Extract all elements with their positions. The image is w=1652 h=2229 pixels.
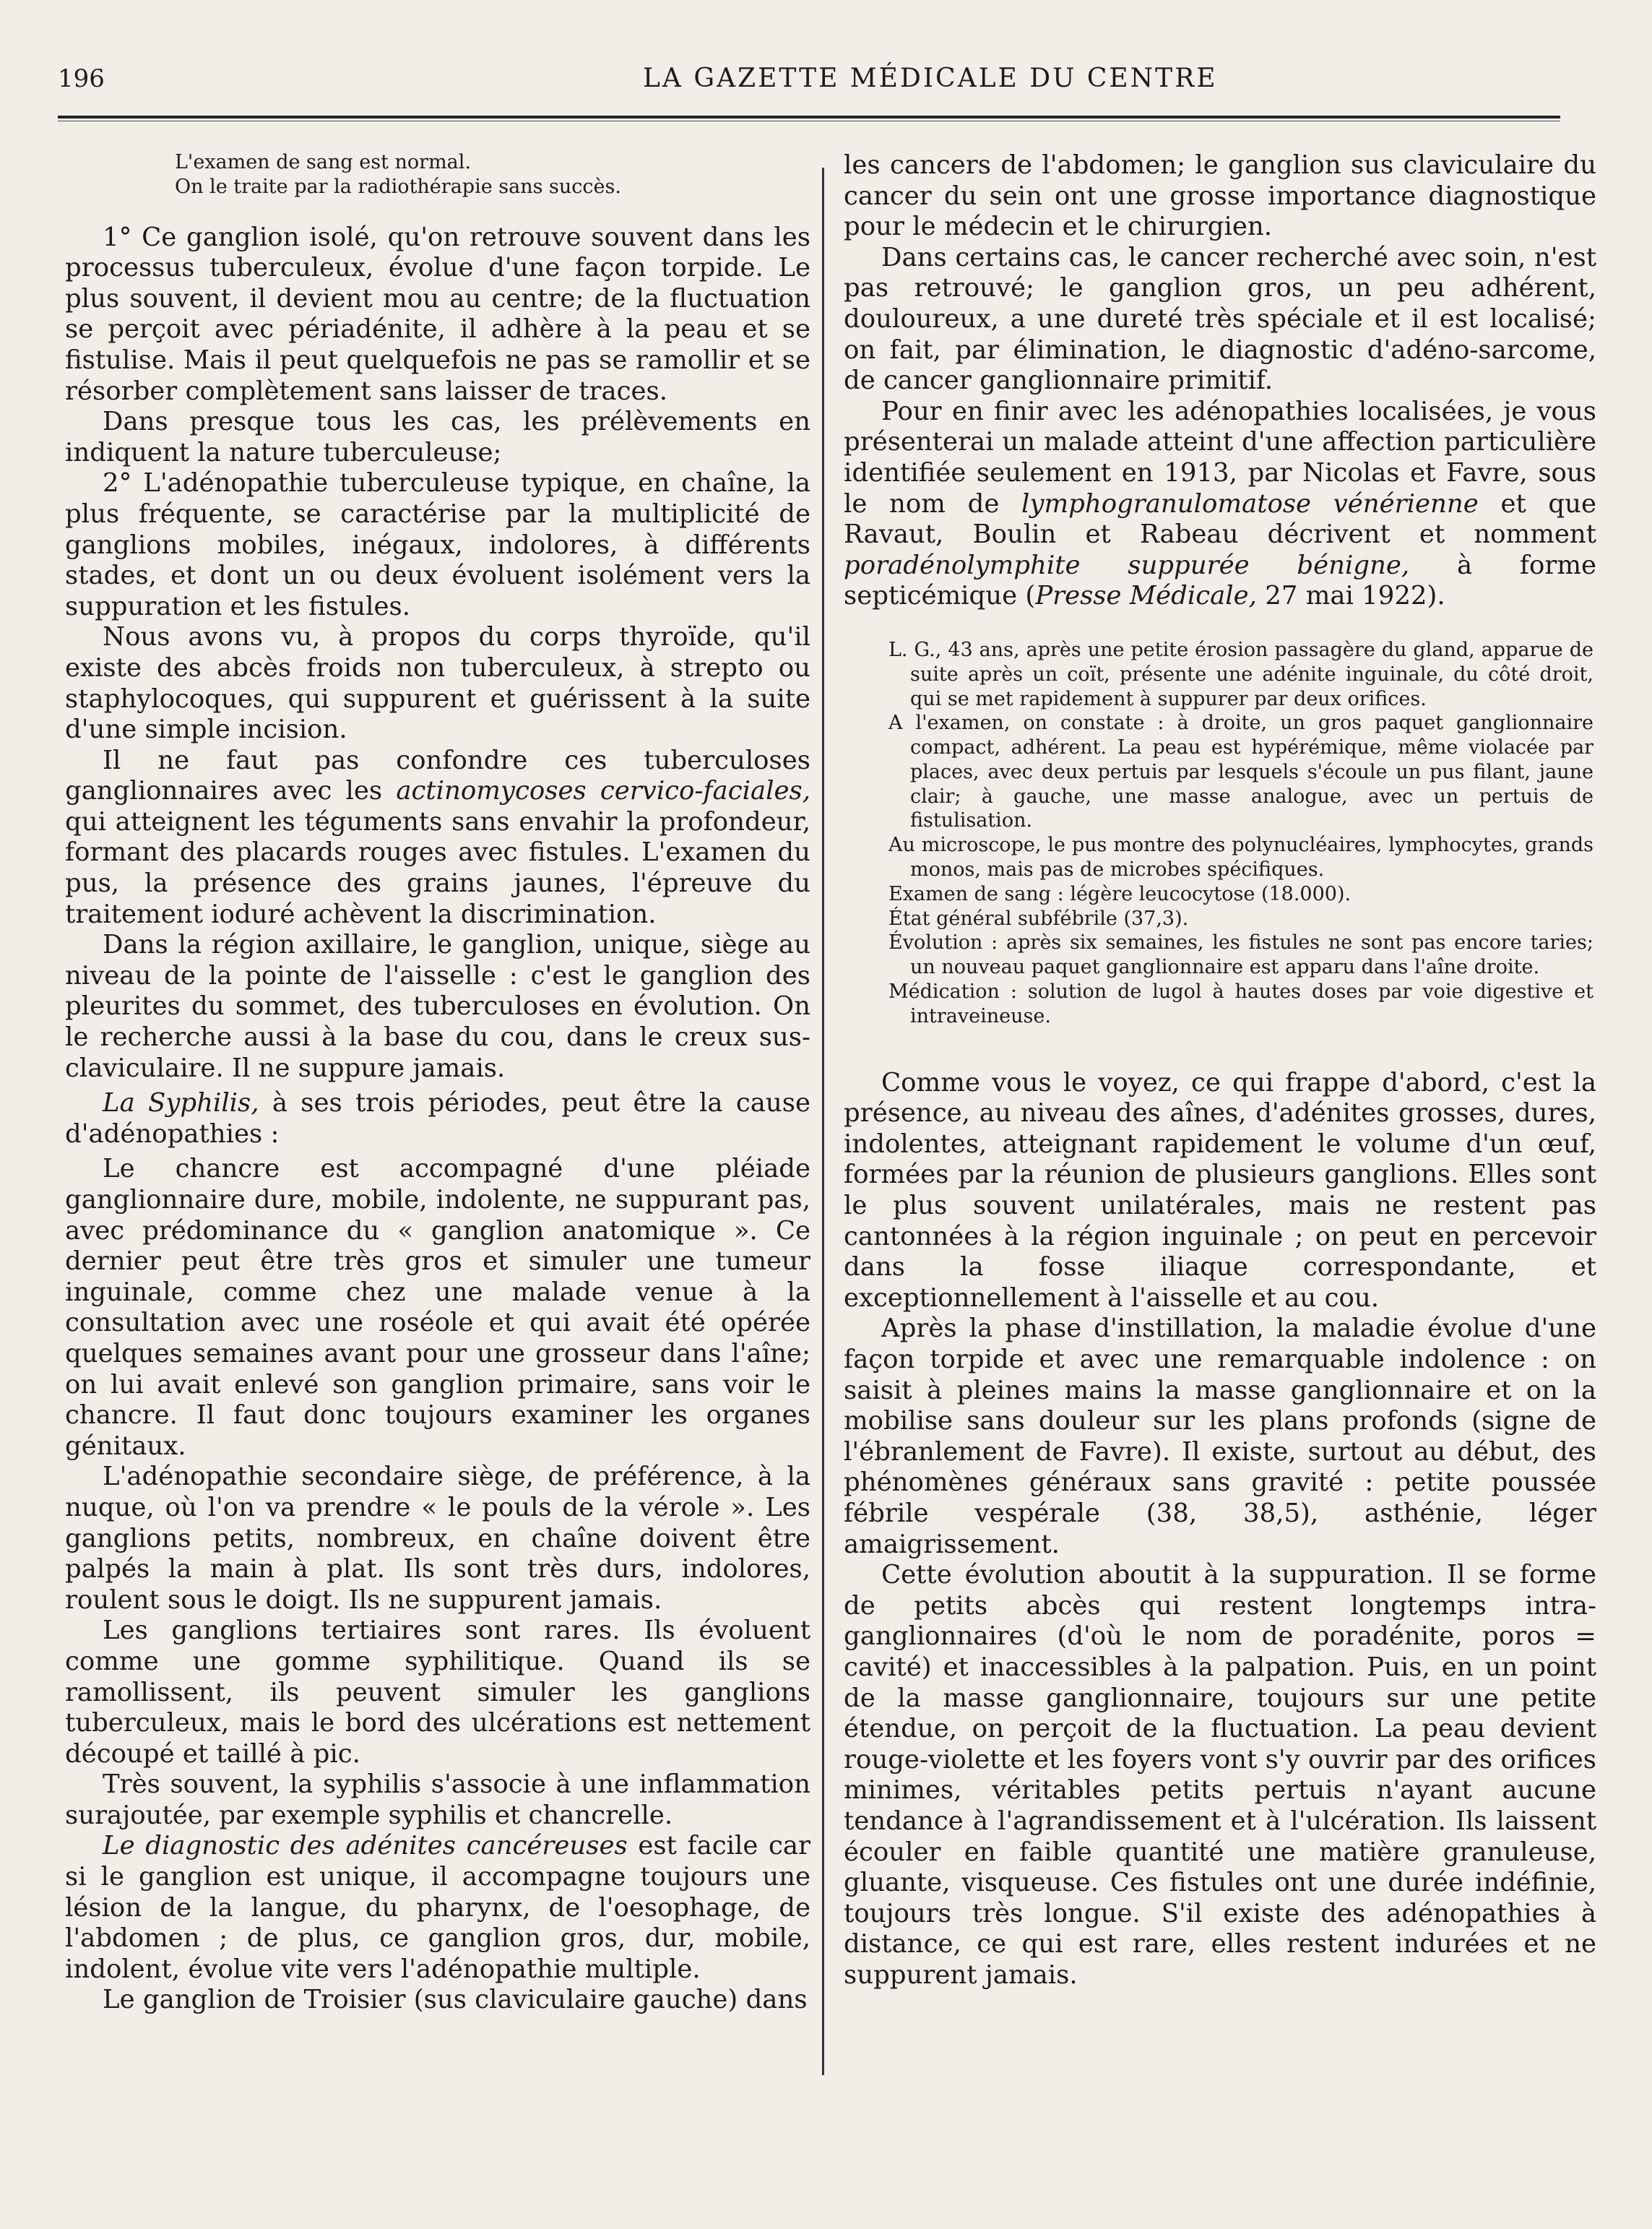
italic-term: lymphogranulomatose vénérienne <box>1021 488 1479 519</box>
paragraph: Après la phase d'instillation, la maladie évolue d'une façon torpide et avec une remarquable indolence : on saisit à pleines mains la masse ganglionnaire et on la mobilise sans douleur sur les plans profonds (signe de l'ébranlement de Favre). Il existe, surtout au début, des phénomènes généraux sans gravité : petite poussée fébrile vespérale (38, 38,5), asthénie, léger amaigrissement. <box>844 1314 1596 1559</box>
paragraph: Dans la région axillaire, le ganglion, unique, siège au niveau de la pointe de l'aisselle : c'est le ganglion des pleurites du sommet, des tuberculoses en évolution. On le recherche aussi à la base du cou, dans le creux sus-claviculaire. Il ne suppure jamais. <box>65 930 810 1083</box>
paragraph: Très souvent, la syphilis s'associe à une inflammation surajoutée, par exemple syphilis et chancrelle. <box>65 1769 810 1830</box>
page-number: 196 <box>58 64 105 93</box>
text-run: à ses trois périodes, peut être la cause d'adénopathies : <box>65 1088 810 1149</box>
paragraph: Comme vous le voyez, ce qui frappe d'abord, c'est la présence, au niveau des aînes, d'adénites grosses, dures, indolentes, atteignant rapidement le volume d'un œuf, formées par la réunion de plusieurs ganglions. Elles sont le plus souvent unilatérales, mais ne restent pas cantonnées à la région inguinale ; on peut en percevoir dans la fosse iliaque correspondante, et exceptionnellement à l'aisselle et au cou. <box>844 1067 1596 1313</box>
paragraph: Cette évolution aboutit à la suppuration. Il se forme de petits abcès qui restent longtemps intra-ganglionnaires (d'où le nom de poradénite, poros = cavité) et inaccessibles à la palpation. Puis, en un point de la masse ganglionnaire, toujours sur une petite étendue, on perçoit de la fluctuation. La peau devient rouge-violette et les foyers vont s'y ouvrir par des orifices minimes, véritables petits pertuis n'ayant aucune tendance à l'agrandissement et à l'ulcération. Ils laissent écouler en faible quantité une matière granuleuse, gluante, visqueuse. Ces fistules ont une durée indéfinie, toujours très longue. S'il existe des adénopathies à distance, ce qui est rare, elles restent indurées et ne suppurent jamais. <box>844 1560 1596 1990</box>
left-column <box>65 150 810 2209</box>
paragraph: Le chancre est accompagné d'une pléiade ganglionnaire dure, mobile, indolente, ne suppurant pas, avec prédominance du « ganglion anatomique ». Ce dernier peut être très gros et simuler une tumeur inguinale, comme chez une malade venue à la consultation avec une roséole et qui avait été opérée quelques semaines avant pour une grosseur dans l'aîne; on lui avait enlevé son ganglion primaire, sans voir le chancre. Il faut donc toujours examiner les organes génitaux. <box>65 1154 810 1461</box>
paragraph: Le ganglion de Troisier (sus claviculaire gauche) dans <box>103 1985 808 2015</box>
paragraph <box>65 1831 810 1985</box>
text-run: est facile car si le ganglion est unique, il accompagne toujours une lésion de la langue, du pharynx, de l'oesophage, de l'abdomen ; de plus, ce ganglion gros, dur, mobile, indolent, évolue vite vers l'adénopathie multiple. <box>65 1831 810 1984</box>
case-note: Évolution : après six semaines, les fistules ne sont pas encore taries; un nouveau paquet ganglionnaire est apparu dans l'aîne droite. <box>888 931 1593 979</box>
text-run: à forme septicémique ( <box>844 550 1596 611</box>
paragraph: Nous avons vu, à propos du corps thyroïde, qu'il existe des abcès froids non tuberculeux, à strepto ou staphylocoques, qui suppurent et guérissent à la suite d'une simple incision. <box>65 622 810 745</box>
case-note: On le traite par la radiothérapie sans succès. <box>175 175 621 198</box>
paragraph <box>65 746 810 931</box>
paragraph: Dans presque tous les cas, les prélèvements en indiquent la nature tuberculeuse; <box>65 407 810 467</box>
text-run: Il ne faut pas confondre ces tuberculoses ganglionnaires avec les <box>65 745 810 806</box>
text-run: 27 mai 1922). <box>1265 581 1445 611</box>
case-notes-left <box>65 150 810 199</box>
case-note: A l'examen, on constate : à droite, un gros paquet ganglionnaire compact, adhérent. La peau est hypérémique, même violacée par places, avec deux pertuis par lesquels s'écoule un pus filant, jaune clair; à gauche, une masse analogue, avec un pertuis de fistulisation. <box>888 712 1593 832</box>
paragraph: 1° Ce ganglion isolé, qu'on retrouve souvent dans les processus tuberculeux, évolue d'une façon torpide. Le plus souvent, il devient mou au centre; de la fluctuation se perçoit avec périadénite, il adhère à la peau et se fistulise. Mais il peut quelquefois ne pas se ramollir et se résorber complètement sans laisser de traces. <box>65 222 810 406</box>
right-column <box>844 150 1596 2209</box>
case-note: L'examen de sang est normal. <box>175 151 471 173</box>
journal-title: LA GAZETTE MÉDICALE DU CENTRE <box>643 64 1218 93</box>
case-note: Examen de sang : légère leucocytose (18.000). <box>888 882 1352 905</box>
case-note: Au microscope, le pus montre des polynucléaires, lymphocytes, grands monos, mais pas de microbes spécifiques. <box>888 834 1593 881</box>
text-run: Pour en finir avec les adénopathies localisées, je vous présenterai un malade atteint d'une affection particulière identifiée seulement en 1913, par Nicolas et Favre, sous le nom de <box>844 396 1596 519</box>
case-notes-right <box>844 638 1596 1029</box>
page-header <box>58 64 1560 101</box>
italic-term: actinomycoses cervico-faciales, <box>396 776 810 806</box>
paragraph: Dans certains cas, le cancer recherché avec soin, n'est pas retrouvé; le ganglion gros, un peu adhérent, douloureux, a une dureté très spéciale et il est localisé; on fait, par élimination, le diagnostic d'adéno-sarcome, de cancer ganglionnaire primitif. <box>844 242 1596 396</box>
case-note: État général subfébrile (37,3). <box>888 907 1189 930</box>
section-heading: La Syphilis, <box>103 1088 259 1118</box>
italic-term: poradénolymphite suppurée bénigne, <box>844 550 1410 580</box>
paragraph: Les ganglions tertiaires sont rares. Ils évoluent comme une gomme syphilitique. Quand ils se ramollissent, ils peuvent simuler les ganglions tuberculeux, mais le bord des ulcérations est nettement découpé et taillé à pic. <box>65 1616 810 1769</box>
paragraph <box>844 397 1596 612</box>
paragraph: les cancers de l'abdomen; le ganglion sus claviculaire du cancer du sein ont une grosse importance diagnostique pour le médecin et le chirurgien. <box>844 150 1596 242</box>
text-run: qui atteignent les téguments sans envahir la profondeur, formant des placards rouges avec fistules. L'examen du pus, la présence des grains jaunes, l'épreuve du traitement ioduré achèvent la discrimination. <box>65 806 810 929</box>
paragraph: L'adénopathie secondaire siège, de préférence, à la nuque, où l'on va prendre « le pouls de la vérole ». Les ganglions petits, nombreux, en chaîne doivent être palpés la main à plat. Ils sont très durs, indolores, roulent sous le doigt. Ils ne suppurent jamais. <box>65 1462 810 1615</box>
citation-journal: Presse Médicale, <box>1035 581 1257 611</box>
case-note: Médication : solution de lugol à hautes doses par voie digestive et intraveineuse. <box>888 980 1593 1027</box>
column-divider <box>822 168 824 2075</box>
header-rule <box>58 116 1560 118</box>
section-heading: Le diagnostic des adénites cancéreuses <box>103 1831 628 1861</box>
paragraph: 2° L'adénopathie tuberculeuse typique, en chaîne, la plus fréquente, se caractérise par la multiplicité de ganglions mobiles, inégaux, indolores, à différents stades, et dont un ou deux évoluent isolément vers la suppuration et les fistules. <box>65 468 810 621</box>
case-note: L. G., 43 ans, après une petite érosion passagère du gland, apparue de suite après un coït, présente une adénite inguinale, du côté droit, qui se met rapidement à suppurer par deux orifices. <box>888 638 1593 710</box>
text-run: et que Ravaut, Boulin et Rabeau décrivent et nomment <box>844 488 1596 550</box>
paragraph <box>65 1088 810 1150</box>
